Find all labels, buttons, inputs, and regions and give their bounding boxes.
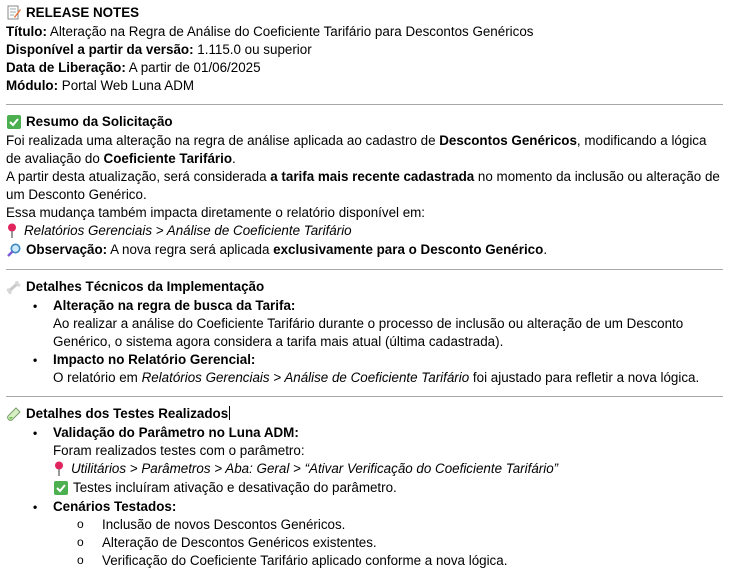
- scenario-list-item: o Verificação do Coeficiente Tarifário aplicado conforme a nova lógica.: [6, 552, 723, 570]
- tests-item-1-check-row: Testes incluíram ativação e desativação do parâmetro.: [6, 479, 723, 498]
- summary-paragraph-3: Essa mudança também impacta diretamente o relatório disponível em:: [6, 205, 426, 220]
- summary-path-row: [6, 222, 723, 241]
- summary-note-row: Observação: A nova regra será aplicada exclusivamente para o Desconto Genérico.: [6, 241, 723, 260]
- tests-heading: Detalhes dos Testes Realizados: [26, 406, 229, 421]
- technical-item-1-text: Ao realizar a análise do Coeficiente Tarifário durante o processo de inclusão ou alteração de um Desconto Genérico, o sistema agora considera a tarifa mais atual (última cadastrada).: [53, 316, 684, 349]
- tests-heading-row: [6, 405, 723, 424]
- pushpin-icon: [6, 223, 17, 241]
- bone-icon: [6, 279, 21, 297]
- version-row: Disponível a partir da versão: 1.115.0 ou superior: [6, 42, 312, 57]
- divider: [6, 396, 723, 397]
- magnifying-glass-icon: [6, 242, 21, 260]
- title-row: Título: Alteração na Regra de Análise do Coeficiente Tarifário para Descontos Genéricos: [6, 24, 534, 39]
- scenario-list-item: o Alteração de Descontos Genéricos existentes.: [6, 534, 723, 552]
- technical-item-1-title: • Alteração na regra de busca da Tarifa:: [6, 297, 723, 315]
- summary-heading: Resumo da Solicitação: [26, 114, 173, 129]
- divider: [6, 269, 723, 270]
- technical-heading-row: [6, 278, 723, 297]
- technical-item-2-title: • Impacto no Relatório Gerencial:: [6, 351, 723, 369]
- date-row: Data de Liberação: A partir de 01/06/2025: [6, 60, 261, 75]
- scenario-list-item: o Inclusão de novos Descontos Genéricos.: [6, 516, 723, 534]
- memo-icon: [6, 5, 21, 23]
- test-tube-icon: [6, 406, 21, 424]
- tests-item-2-title: • Cenários Testados:: [6, 498, 723, 516]
- doc-title: RELEASE NOTES: [26, 5, 140, 20]
- module-row: Módulo: Portal Web Luna ADM: [6, 78, 195, 93]
- tests-item-1-path-row: [6, 460, 723, 479]
- summary-paragraph-1: Foi realizada uma alteração na regra de análise aplicada ao cadastro de Descontos Genéricos, modificando a lógica de avaliação do Coeficiente Tarifário.: [6, 133, 707, 166]
- pushpin-icon: [53, 461, 64, 479]
- doc-title-row: [6, 4, 723, 23]
- summary-path: Relatórios Gerenciais > Análise de Coeficiente Tarifário: [24, 223, 352, 238]
- tests-item-1-title: • Validação do Parâmetro no Luna ADM:: [6, 424, 723, 442]
- technical-heading: Detalhes Técnicos da Implementação: [26, 279, 265, 294]
- check-mark-icon: [53, 480, 68, 498]
- divider: [6, 104, 723, 105]
- text-cursor: [229, 406, 230, 420]
- summary-heading-row: [6, 113, 723, 132]
- check-mark-icon: [6, 114, 21, 132]
- summary-paragraph-2: A partir desta atualização, será considerada a tarifa mais recente cadastrada no momento da inclusão ou alteração de um Desconto Genérico.: [6, 169, 720, 202]
- tests-item-1-text: Foram realizados testes com o parâmetro:: [53, 443, 305, 458]
- technical-item-2-text: O relatório em Relatórios Gerenciais > Análise de Coeficiente Tarifário foi ajustado para refletir a nova lógica.: [53, 370, 700, 385]
- tests-item-1-path: Utilitários > Parâmetros > Aba: Geral > “Ativar Verificação do Coeficiente Tarifário”: [71, 461, 559, 476]
